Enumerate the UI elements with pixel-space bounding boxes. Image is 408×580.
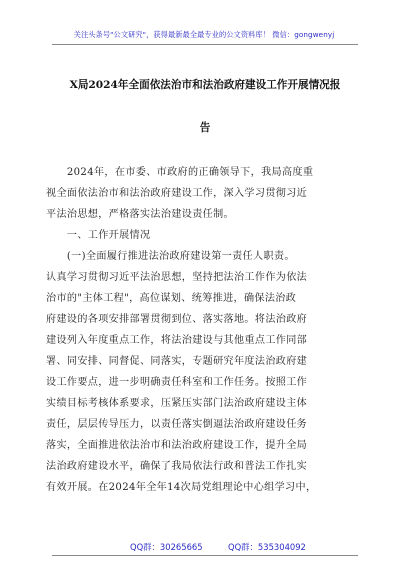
document-title-line-2: 告	[199, 122, 211, 134]
body-line: 责任，层层传导压力，以责任落实倒逼法治政府建设任务	[46, 419, 308, 430]
footer-divider	[52, 555, 358, 556]
body-line: 法治政府建设水平，确保了我局依法行政和普法工作扎实	[46, 461, 308, 472]
body-line: 2024年，在市委、市政府的正确领导下，我局高度重	[46, 167, 314, 178]
body-line: 府建设的各项安排部署贯彻到位、落实落地。将法治政府	[46, 314, 308, 325]
body-line: 治市的"主体工程"，高位谋划、统筹推进，确保法治政	[46, 293, 297, 304]
body-line: 设工作要点，进一步明确责任科室和工作任务。按照工作	[46, 377, 308, 388]
body-line: 有效开展。在2024年全年14次局党组理论中心组学习中，	[46, 482, 317, 493]
body-line: 实绩目标考核体系要求，压紧压实部门法治政府建设主体	[46, 398, 308, 409]
header-notice: 关注头条号"公文研究"，获得最新最全最专业的公文资料库！ 微信：gongwenyj	[73, 30, 335, 39]
body-line: 认真学习贯彻习近平法治思想，坚持把法治工作作为依法	[46, 272, 308, 283]
body-line: 平法治思想，严格落实法治建设责任制。	[46, 209, 234, 220]
body-line: 视全面依法治市和法治政府建设工作，深入学习贯彻习近	[46, 188, 308, 199]
section-heading: 一、工作开展情况	[46, 230, 151, 241]
header-divider	[52, 44, 358, 45]
subsection-heading: (一)全面履行推进法治政府建设第一责任人职责。	[46, 251, 295, 262]
footer-qq-group-2: QQ群：535304092	[228, 542, 306, 552]
footer-qq-group-1: QQ群：30265665	[130, 542, 203, 552]
body-line: 署、同安排、同督促、同落实，专题研究年度法治政府建	[46, 356, 308, 367]
document-title-line-1: X局2024年全面依法治市和法治政府建设工作开展情况报	[69, 79, 341, 91]
body-line: 落实，全面推进依法治市和法治政府建设工作，提升全局	[46, 440, 308, 451]
body-line: 建设列入年度重点工作，将法治建设与其他重点工作同部	[46, 335, 308, 346]
